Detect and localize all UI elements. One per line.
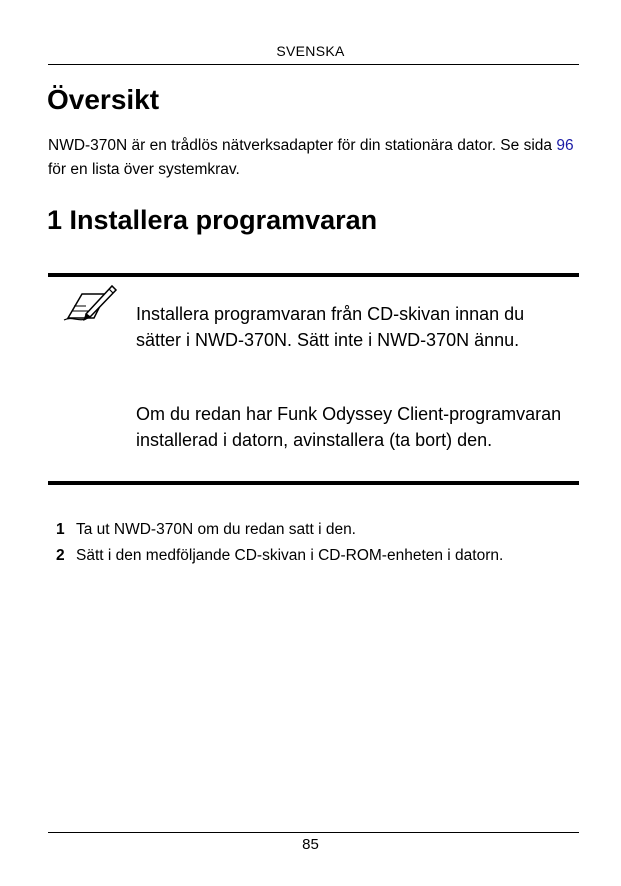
intro-text-start: NWD-370N är en trådlös nätverksadapter för din stationära dator. Se sida [48,137,557,154]
step-text: Ta ut NWD-370N om du redan satt i den. [76,521,356,538]
step-list [56,518,576,570]
step-number: 1 [56,521,65,538]
page-reference-link[interactable]: 96 [556,137,574,154]
step-number: 2 [56,547,65,564]
list-item [56,518,576,542]
note-top-rule [48,273,579,277]
section-heading: 1 Installera programvaran [47,205,378,235]
step-text: Sätt i den medföljande CD-skivan i CD-ROM-enheten i datorn. [76,547,504,564]
intro-paragraph [48,134,578,182]
list-item [56,544,576,568]
pencil-note-icon [60,284,120,324]
intro-text-end: för en lista över systemkrav. [48,161,240,178]
page-number: 85 [302,836,319,853]
header-divider [48,64,579,65]
note-paragraph-2: Om du redan har Funk Odyssey Client-programvaran installerad i datorn, avinstallera (ta bort) den. [136,404,562,450]
note-paragraph-1: Installera programvaran från CD-skivan innan du sätter i NWD-370N. Sätt inte i NWD-370N ännu. [136,304,525,350]
page-title: Översikt [47,84,160,115]
footer-divider [48,832,579,833]
note-bottom-rule [48,481,579,485]
running-header: SVENSKA [276,43,345,59]
